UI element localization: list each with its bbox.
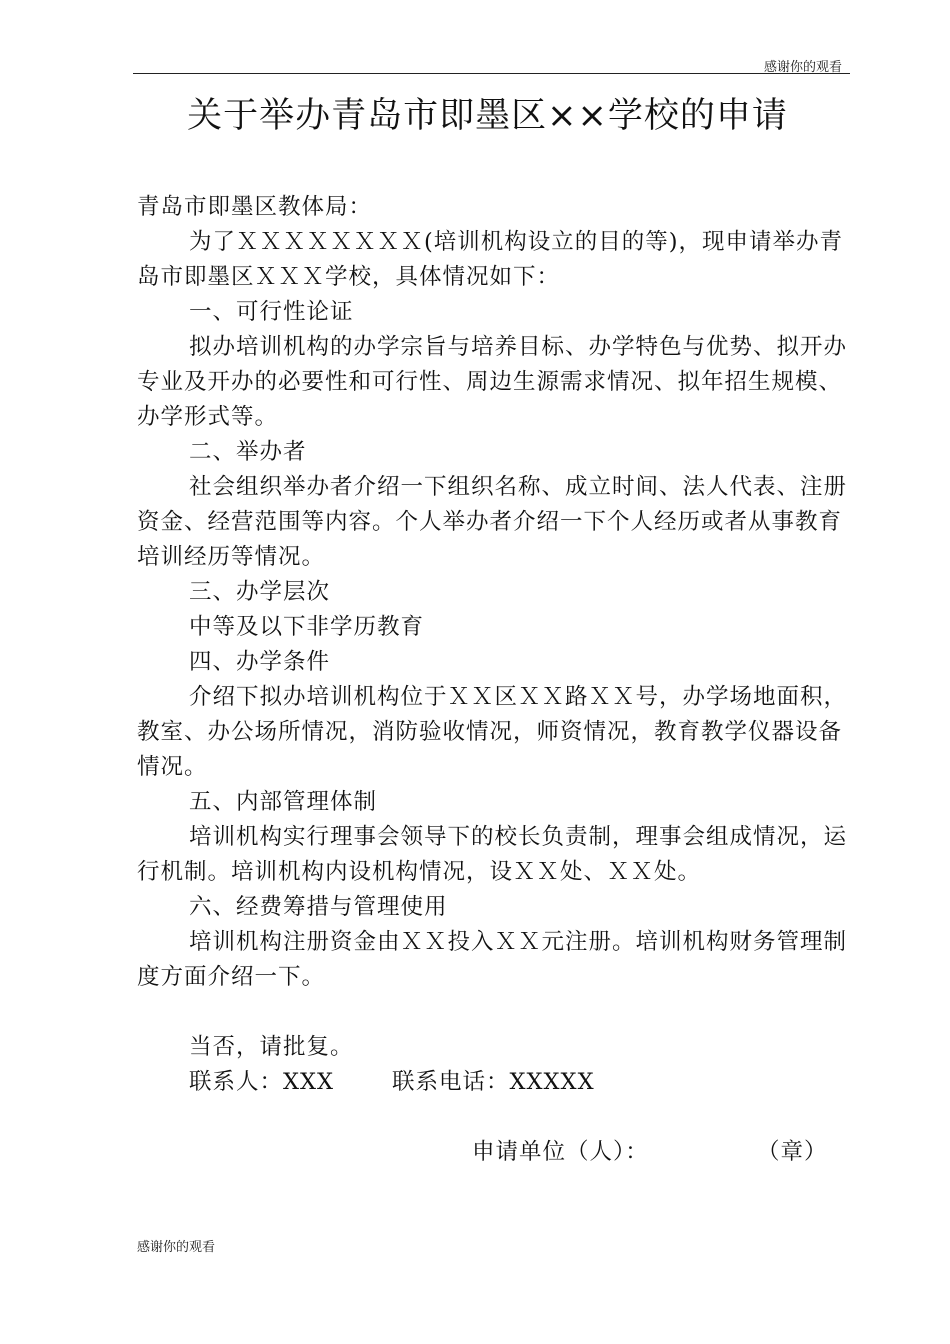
contact-row: [137, 1065, 849, 1100]
signature-row: [137, 1135, 849, 1170]
section-6-body: 培训机构注册资金由ＸＸ投入ＸＸ元注册。培训机构财务管理制度方面介绍一下。: [137, 929, 848, 990]
document-title: 关于举办青岛市即墨区××学校的申请: [187, 96, 788, 136]
section-3-body: 中等及以下非学历教育: [189, 614, 425, 640]
blank-line: [137, 995, 849, 1030]
intro-paragraph: 为了ＸＸＸＸＸＸＸＸ(培训机构设立的目的等)，现申请举办青岛市即墨区ＸＸＸ学校，具体情况如下：: [137, 229, 844, 290]
applicant-signature-label: 申请单位（人）：: [472, 1139, 649, 1165]
blank-line: [137, 1100, 849, 1135]
header-divider: [133, 73, 850, 74]
section-5-body: 培训机构实行理事会领导下的校长负责制，理事会组成情况，运行机制。培训机构内设机构情况，设ＸＸ处、ＸＸ处。: [137, 824, 848, 885]
section-6-heading: 六、经费筹措与管理使用: [189, 894, 448, 920]
section-4-body: 介绍下拟办培训机构位于ＸＸ区ＸＸ路ＸＸ号，办学场地面积，教室、办公场所情况，消防验收情况，师资情况，教育教学仪器设备情况。: [137, 684, 848, 780]
section-2-body: 社会组织举办者介绍一下组织名称、成立时间、法人代表、注册资金、经营范围等内容。个人举办者介绍一下个人经历或者从事教育培训经历等情况。: [137, 474, 848, 570]
section-1-body: 拟办培训机构的办学宗旨与培养目标、办学特色与优势、拟开办专业及开办的必要性和可行性、周边生源需求情况、拟年招生规模、办学形式等。: [137, 334, 848, 430]
section-1-heading: 一、可行性论证: [189, 299, 354, 325]
document-body: [137, 190, 849, 1170]
page-header-text: 感谢你的观看: [763, 60, 842, 75]
contact-phone: 联系电话：XXXXX: [392, 1069, 595, 1095]
page-footer-text: 感谢你的观看: [137, 1240, 216, 1255]
closing-request: 当否，请批复。: [189, 1034, 354, 1060]
addressee: 青岛市即墨区教体局：: [137, 194, 373, 220]
section-4-heading: 四、办学条件: [189, 649, 331, 675]
section-5-heading: 五、内部管理体制: [189, 789, 378, 815]
section-3-heading: 三、办学层次: [189, 579, 331, 605]
contact-person: 联系人：XXX: [189, 1069, 335, 1095]
seal-placeholder: （章）: [757, 1139, 828, 1165]
section-2-heading: 二、举办者: [189, 439, 307, 465]
